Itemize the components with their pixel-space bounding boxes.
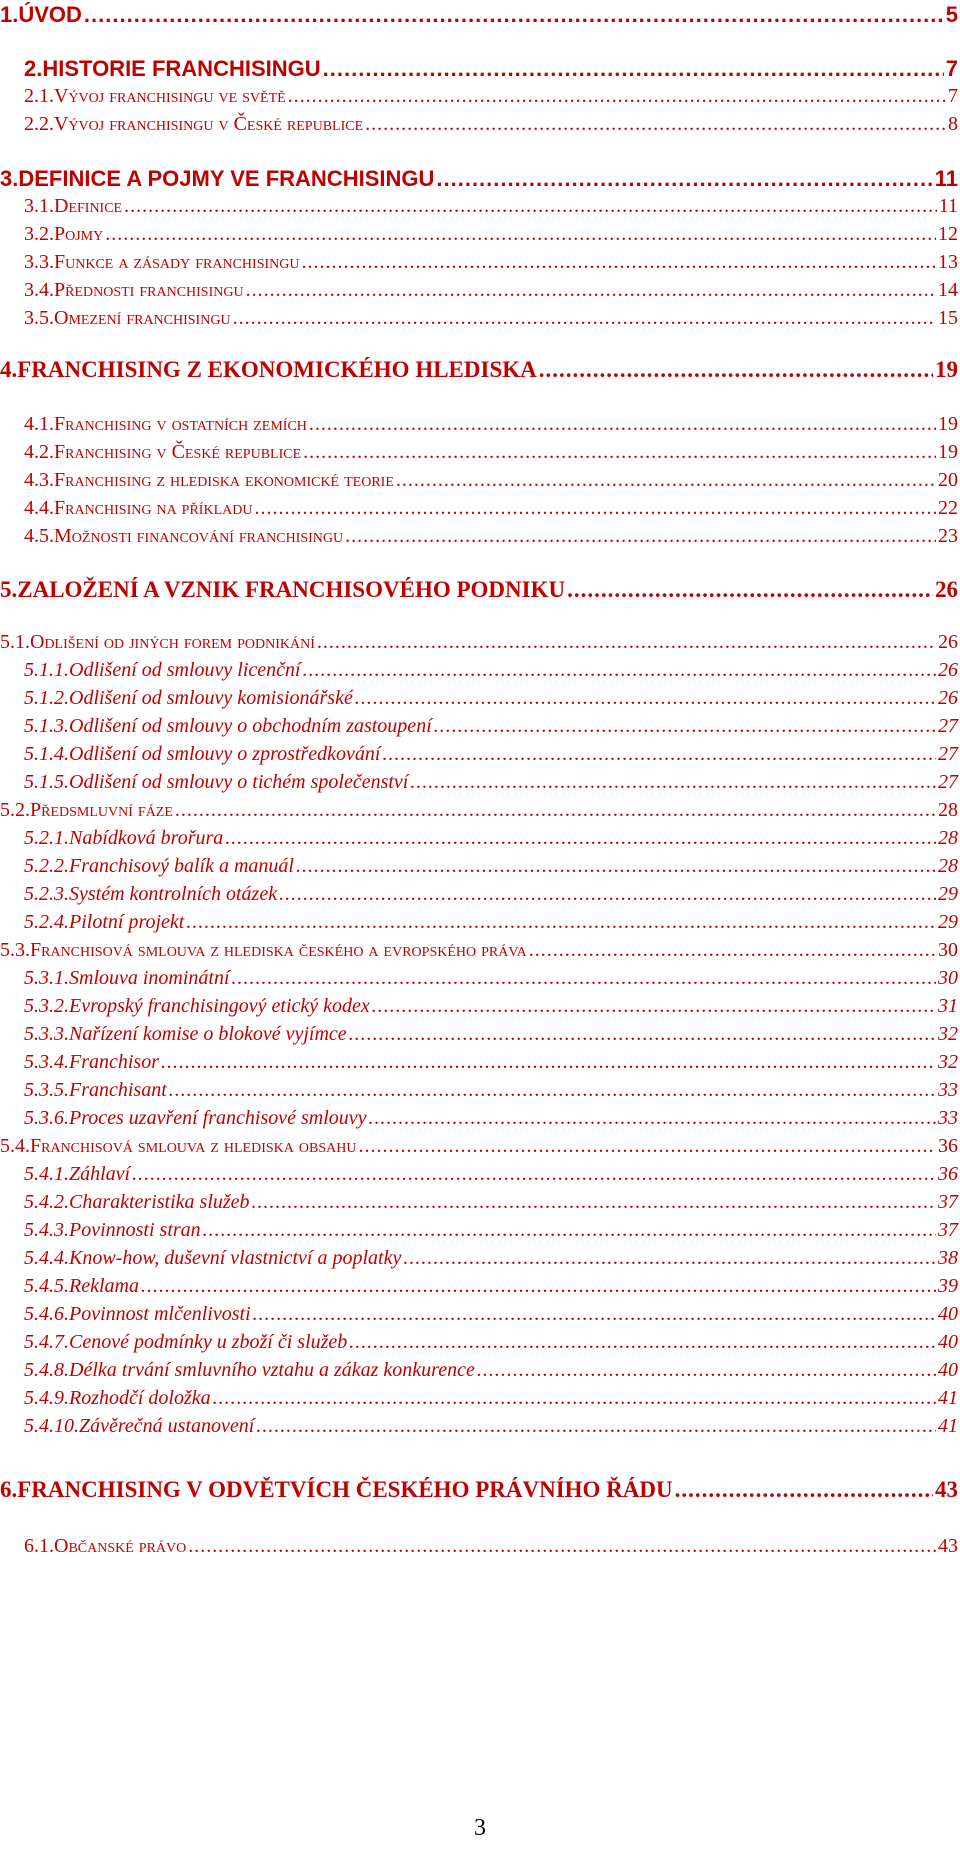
toc-entry-number: 5.1.5. (24, 771, 69, 793)
toc-leader-dots (675, 1478, 933, 1501)
toc-entry[interactable] (0, 168, 958, 190)
toc-entry-title: Záhlaví (69, 1163, 131, 1185)
toc-entry-title: Povinnost mlčenlivosti (69, 1303, 251, 1325)
toc-entry-title: Definice (54, 195, 123, 217)
toc-leader-dots (303, 442, 936, 462)
toc-entry-number: 5.3.2. (24, 995, 69, 1017)
toc-entry-title: ZALOŽENÍ A VZNIK FRANCHISOVÉHO PODNIKU (17, 577, 566, 602)
toc-leader-dots (203, 1220, 936, 1240)
toc-entry-title: Odlišení od jiných forem podnikání (30, 631, 315, 653)
toc-entry[interactable] (24, 442, 958, 462)
toc-entry-title: DEFINICE A POJMY VE FRANCHISINGU (18, 166, 435, 191)
toc-entry-number: 5.4.4. (24, 1247, 69, 1269)
toc-leader-dots (301, 252, 936, 272)
toc-entry-page: 36 (938, 1135, 958, 1157)
toc-entry[interactable] (24, 114, 958, 134)
toc-entry[interactable] (24, 772, 958, 792)
toc-entry[interactable] (24, 688, 958, 708)
toc-leader-dots (256, 1416, 936, 1436)
toc-entry-number: 6. (0, 1477, 18, 1502)
toc-leader-dots (169, 1080, 936, 1100)
toc-entry-number: 4.2. (24, 441, 54, 463)
toc-entry-number: 5.4.6. (24, 1303, 69, 1325)
toc-entry[interactable] (24, 196, 958, 216)
toc-entry[interactable] (24, 308, 958, 328)
toc-entry[interactable] (24, 884, 958, 904)
toc-entry-page: 19 (935, 357, 958, 382)
toc-leader-dots (403, 1248, 936, 1268)
toc-entry-page: 22 (938, 497, 958, 519)
page-number: 3 (474, 1815, 486, 1841)
toc-leader-dots (309, 414, 936, 434)
toc-entry-number: 5.4.8. (24, 1359, 69, 1381)
toc-entry-number: 5.1. (0, 631, 30, 653)
toc-leader-dots (355, 688, 936, 708)
toc-entry-title: Délka trvání smluvního vztahu a zákaz konkurence (69, 1359, 475, 1381)
toc-entry-title: Pojmy (54, 223, 104, 245)
toc-leader-dots (232, 968, 936, 988)
toc-entry[interactable] (24, 58, 958, 80)
toc-leader-dots (279, 884, 936, 904)
toc-entry[interactable] (24, 1276, 958, 1296)
toc-entry-page: 37 (938, 1219, 958, 1241)
toc-entry-title: Franchising z hlediska ekonomické teorie (54, 469, 394, 491)
toc-entry-number: 5.3.5. (24, 1079, 69, 1101)
toc-entry-number: 2.2. (24, 113, 54, 135)
toc-entry-title: Odlišení od smlouvy komisionářské (69, 687, 353, 709)
toc-leader-dots (323, 58, 944, 80)
toc-entry-number: 5.3.6. (24, 1107, 69, 1129)
toc-entry-title: Předsmluvní fáze (30, 799, 173, 821)
toc-leader-dots (567, 578, 933, 601)
toc-entry-title: Charakteristika služeb (69, 1191, 250, 1213)
toc-entry-title: Odlišení od smlouvy o obchodním zastoupení (69, 715, 432, 737)
toc-entry-page: 29 (938, 911, 958, 933)
toc-entry-number: 5.2.3. (24, 883, 69, 905)
toc-entry[interactable] (24, 280, 958, 300)
toc-entry-title: Odlišení od smlouvy o zprostředkování (69, 743, 381, 765)
toc-leader-dots (345, 526, 936, 546)
toc-entry-title: Možnosti financování franchisingu (54, 525, 344, 547)
toc-entry[interactable] (24, 252, 958, 272)
toc-entry[interactable] (24, 1332, 958, 1352)
toc-entry-number: 5.1.3. (24, 715, 69, 737)
toc-entry[interactable] (24, 224, 958, 244)
toc-entry-number: 3.2. (24, 223, 54, 245)
toc-entry-number: 5.3.1. (24, 967, 69, 989)
toc-entry-title: Vývoj franchisingu ve světě (54, 85, 286, 107)
toc-entry-title: Odlišení od smlouvy o tichém společenství (69, 771, 409, 793)
toc-leader-dots (349, 1024, 936, 1044)
toc-entry-number: 5.1.4. (24, 743, 69, 765)
toc-entry[interactable] (24, 1024, 958, 1044)
toc-entry-page: 26 (938, 631, 958, 653)
toc-leader-dots (372, 996, 936, 1016)
toc-entry-title: Povinnosti stran (69, 1219, 201, 1241)
toc-leader-dots (213, 1388, 936, 1408)
toc-entry-page: 28 (938, 799, 958, 821)
toc-entry[interactable] (24, 1416, 958, 1436)
toc-entry-number: 3.3. (24, 251, 54, 273)
toc-entry-title: Franchisová smlouva z hlediska českého a evropského práva (30, 939, 527, 961)
toc-entry-number: 5.2. (0, 799, 30, 821)
toc-entry-page: 11 (938, 195, 958, 217)
toc-entry-title: Přednosti franchisingu (54, 279, 244, 301)
toc-entry-title: Reklama (69, 1275, 139, 1297)
toc-entry[interactable] (24, 744, 958, 764)
toc-leader-dots (175, 800, 936, 820)
toc-entry-title: Omezení franchisingu (54, 307, 231, 329)
toc-entry-title: Franchisant (69, 1079, 167, 1101)
toc-entry-page: 29 (938, 883, 958, 905)
toc-leader-dots (358, 1136, 936, 1156)
toc-entry-page: 41 (938, 1387, 958, 1409)
toc-entry-title: Proces uzavření franchisové smlouvy (69, 1107, 367, 1129)
toc-entry-page: 15 (938, 307, 958, 329)
toc-entry-page: 41 (938, 1415, 958, 1437)
toc-leader-dots (84, 4, 944, 26)
toc-entry-page: 26 (938, 687, 958, 709)
toc-leader-dots (410, 772, 936, 792)
toc-entry-title: Vývoj franchisingu v České republice (54, 113, 364, 135)
toc-entry-page: 40 (938, 1303, 958, 1325)
toc-entry[interactable] (0, 1136, 958, 1156)
toc-leader-dots (225, 828, 936, 848)
toc-entry[interactable] (24, 912, 958, 932)
toc-entry-number: 6.1. (24, 1535, 54, 1557)
toc-entry-number: 5.4. (0, 1135, 30, 1157)
toc-leader-dots (382, 744, 936, 764)
toc-entry-title: Franchisový balík a manuál (69, 855, 294, 877)
toc-entry-page: 32 (938, 1051, 958, 1073)
toc-entry[interactable] (24, 414, 958, 434)
toc-entry-title: Franchisor (69, 1051, 159, 1073)
toc-entry-page: 33 (938, 1107, 958, 1129)
toc-entry-title: Smlouva inominátní (69, 967, 230, 989)
toc-entry[interactable] (24, 716, 958, 736)
toc-entry-number: 2.1. (24, 85, 54, 107)
toc-entry-number: 5.3.4. (24, 1051, 69, 1073)
toc-entry[interactable] (24, 1080, 958, 1100)
toc-entry-page: 13 (938, 251, 958, 273)
toc-leader-dots (188, 1536, 936, 1556)
toc-entry[interactable] (0, 1478, 958, 1501)
toc-leader-dots (124, 196, 937, 216)
toc-entry-number: 4. (0, 357, 18, 382)
toc-entry[interactable] (24, 1192, 958, 1212)
toc-leader-dots (317, 632, 936, 652)
toc-entry-number: 4.4. (24, 497, 54, 519)
toc-entry-title: FRANCHISING Z EKONOMICKÉHO HLEDISKA (17, 357, 537, 382)
toc-leader-dots (349, 1332, 936, 1352)
toc-entry-title: Franchising v ostatních zemích (54, 413, 307, 435)
toc-entry-title: Odlišení od smlouvy licenční (69, 659, 301, 681)
toc-entry-number: 5.4.2. (24, 1191, 69, 1213)
toc-entry[interactable] (24, 1360, 958, 1380)
toc-entry-number: 5.4.10. (24, 1415, 79, 1437)
toc-entry-number: 4.5. (24, 525, 54, 547)
toc-entry-page: 11 (934, 166, 958, 191)
toc-entry-number: 5.2.4. (24, 911, 69, 933)
toc-entry-page: 38 (938, 1247, 958, 1269)
toc-entry-page: 14 (938, 279, 958, 301)
toc-leader-dots (539, 358, 933, 381)
toc-leader-dots (105, 224, 936, 244)
toc-leader-dots (233, 308, 936, 328)
toc-entry[interactable] (0, 4, 958, 26)
toc-entry-title: Evropský franchisingový etický kodex (69, 995, 370, 1017)
toc-entry-title: Občanské právo (54, 1535, 187, 1557)
toc-leader-dots (161, 1052, 936, 1072)
toc-entry-number: 3.1. (24, 195, 54, 217)
toc-entry-page: 40 (938, 1359, 958, 1381)
toc-entry-page: 30 (938, 939, 958, 961)
toc-entry-page: 33 (938, 1079, 958, 1101)
toc-leader-dots (434, 716, 936, 736)
toc-entry-title: Franchising na příkladu (54, 497, 253, 519)
toc-entry-title: Nařízení komise o blokové vyjímce (69, 1023, 347, 1045)
toc-entry-number: 4.3. (24, 469, 54, 491)
toc-entry-page: 12 (938, 223, 958, 245)
toc-entry-number: 2. (24, 56, 43, 81)
toc-entry-page: 40 (938, 1331, 958, 1353)
toc-entry-number: 5. (0, 577, 18, 602)
toc-leader-dots (253, 1304, 936, 1324)
toc-entry-page: 31 (938, 995, 958, 1017)
toc-entry[interactable] (24, 1248, 958, 1268)
toc-leader-dots (254, 498, 936, 518)
toc-entry[interactable] (24, 1164, 958, 1184)
toc-entry-page: 37 (938, 1191, 958, 1213)
toc-entry-page: 7 (948, 85, 958, 107)
toc-leader-dots (529, 940, 936, 960)
toc-leader-dots (396, 470, 936, 490)
toc-entry-page: 43 (935, 1477, 958, 1502)
toc-leader-dots (369, 1108, 936, 1128)
toc-entry-page: 26 (938, 659, 958, 681)
toc-entry-page: 19 (938, 413, 958, 435)
toc-entry-page: 36 (938, 1163, 958, 1185)
toc-entry-page: 8 (948, 113, 958, 135)
toc-entry-number: 5.2.2. (24, 855, 69, 877)
toc-leader-dots (252, 1192, 936, 1212)
toc-entry-page: 27 (938, 715, 958, 737)
toc-entry[interactable] (0, 578, 958, 601)
toc-entry[interactable] (24, 1108, 958, 1128)
toc-entry-number: 5.1.1. (24, 659, 69, 681)
toc-entry[interactable] (24, 968, 958, 988)
toc-entry-title: Systém kontrolních otázek (69, 883, 278, 905)
toc-entry-page: 30 (938, 967, 958, 989)
toc-entry-page: 27 (938, 743, 958, 765)
toc-entry-number: 5.4.9. (24, 1387, 69, 1409)
toc-entry[interactable] (0, 358, 958, 381)
toc-entry[interactable] (24, 1304, 958, 1324)
toc-entry[interactable] (24, 498, 958, 518)
toc-entry-title: Závěrečná ustanovení (79, 1415, 255, 1437)
toc-entry-page: 26 (935, 577, 958, 602)
toc-entry-number: 5.1.2. (24, 687, 69, 709)
toc-entry[interactable] (24, 996, 958, 1016)
toc-entry-number: 4.1. (24, 413, 54, 435)
toc-entry[interactable] (24, 1536, 958, 1556)
toc-entry-page: 20 (938, 469, 958, 491)
toc-entry[interactable] (24, 828, 958, 848)
toc-entry-title: Franchising v České republice (54, 441, 302, 463)
toc-entry-number: 1. (0, 2, 19, 27)
toc-entry-title: Know-how, duševní vlastnictví a poplatky (69, 1247, 402, 1269)
toc-entry-page: 39 (938, 1275, 958, 1297)
toc-entry-title: HISTORIE FRANCHISINGU (42, 56, 321, 81)
toc-entry[interactable] (24, 470, 958, 490)
toc-entry-title: Rozhodčí doložka (69, 1387, 211, 1409)
toc-entry-page: 5 (945, 2, 958, 27)
toc-entry-title: ÚVOD (18, 2, 82, 27)
toc-entry[interactable] (24, 660, 958, 680)
toc-leader-dots (477, 1360, 936, 1380)
toc-entry[interactable] (24, 86, 958, 106)
toc-entry-number: 3.4. (24, 279, 54, 301)
toc-entry[interactable] (24, 1052, 958, 1072)
toc-leader-dots (365, 114, 946, 134)
toc-entry[interactable] (24, 526, 958, 546)
toc-leader-dots (303, 660, 936, 680)
toc-entry-page: 27 (938, 771, 958, 793)
toc-entry-page: 28 (938, 855, 958, 877)
toc-entry-page: 43 (938, 1535, 958, 1557)
toc-entry[interactable] (0, 940, 958, 960)
toc-leader-dots (436, 168, 932, 190)
toc-entry-number: 5.3. (0, 939, 30, 961)
toc-entry-number: 5.2.1. (24, 827, 69, 849)
toc-entry-number: 5.4.7. (24, 1331, 69, 1353)
toc-entry[interactable] (24, 1388, 958, 1408)
toc-leader-dots (141, 1276, 936, 1296)
toc-entry-page: 28 (938, 827, 958, 849)
toc-entry[interactable] (24, 856, 958, 876)
toc-entry-page: 7 (945, 56, 958, 81)
toc-entry-title: Cenové podmínky u zboží či služeb (69, 1331, 348, 1353)
toc-entry-number: 5.4.1. (24, 1163, 69, 1185)
toc-entry-title: Franchisová smlouva z hlediska obsahu (30, 1135, 357, 1157)
toc-leader-dots (296, 856, 936, 876)
toc-leader-dots (186, 912, 936, 932)
toc-entry-title: Funkce a zásady franchisingu (54, 251, 300, 273)
toc-entry-number: 5.3.3. (24, 1023, 69, 1045)
toc-entry-title: Nabídková brořura (69, 827, 224, 849)
toc-entry[interactable] (0, 800, 958, 820)
toc-entry-page: 23 (938, 525, 958, 547)
toc-leader-dots (132, 1164, 936, 1184)
toc-entry-title: FRANCHISING V ODVĚTVÍCH ČESKÉHO PRÁVNÍHO ŘÁDU (17, 1477, 673, 1502)
toc-entry-number: 5.4.5. (24, 1275, 69, 1297)
toc-entry-number: 3. (0, 166, 19, 191)
toc-entry-page: 19 (938, 441, 958, 463)
toc-entry-title: Pilotní projekt (69, 911, 185, 933)
toc-entry[interactable] (0, 632, 958, 652)
toc-entry-number: 3.5. (24, 307, 54, 329)
toc-entry-number: 5.4.3. (24, 1219, 69, 1241)
toc-leader-dots (246, 280, 936, 300)
toc-leader-dots (288, 86, 946, 106)
toc-entry[interactable] (24, 1220, 958, 1240)
toc-entry-page: 32 (938, 1023, 958, 1045)
